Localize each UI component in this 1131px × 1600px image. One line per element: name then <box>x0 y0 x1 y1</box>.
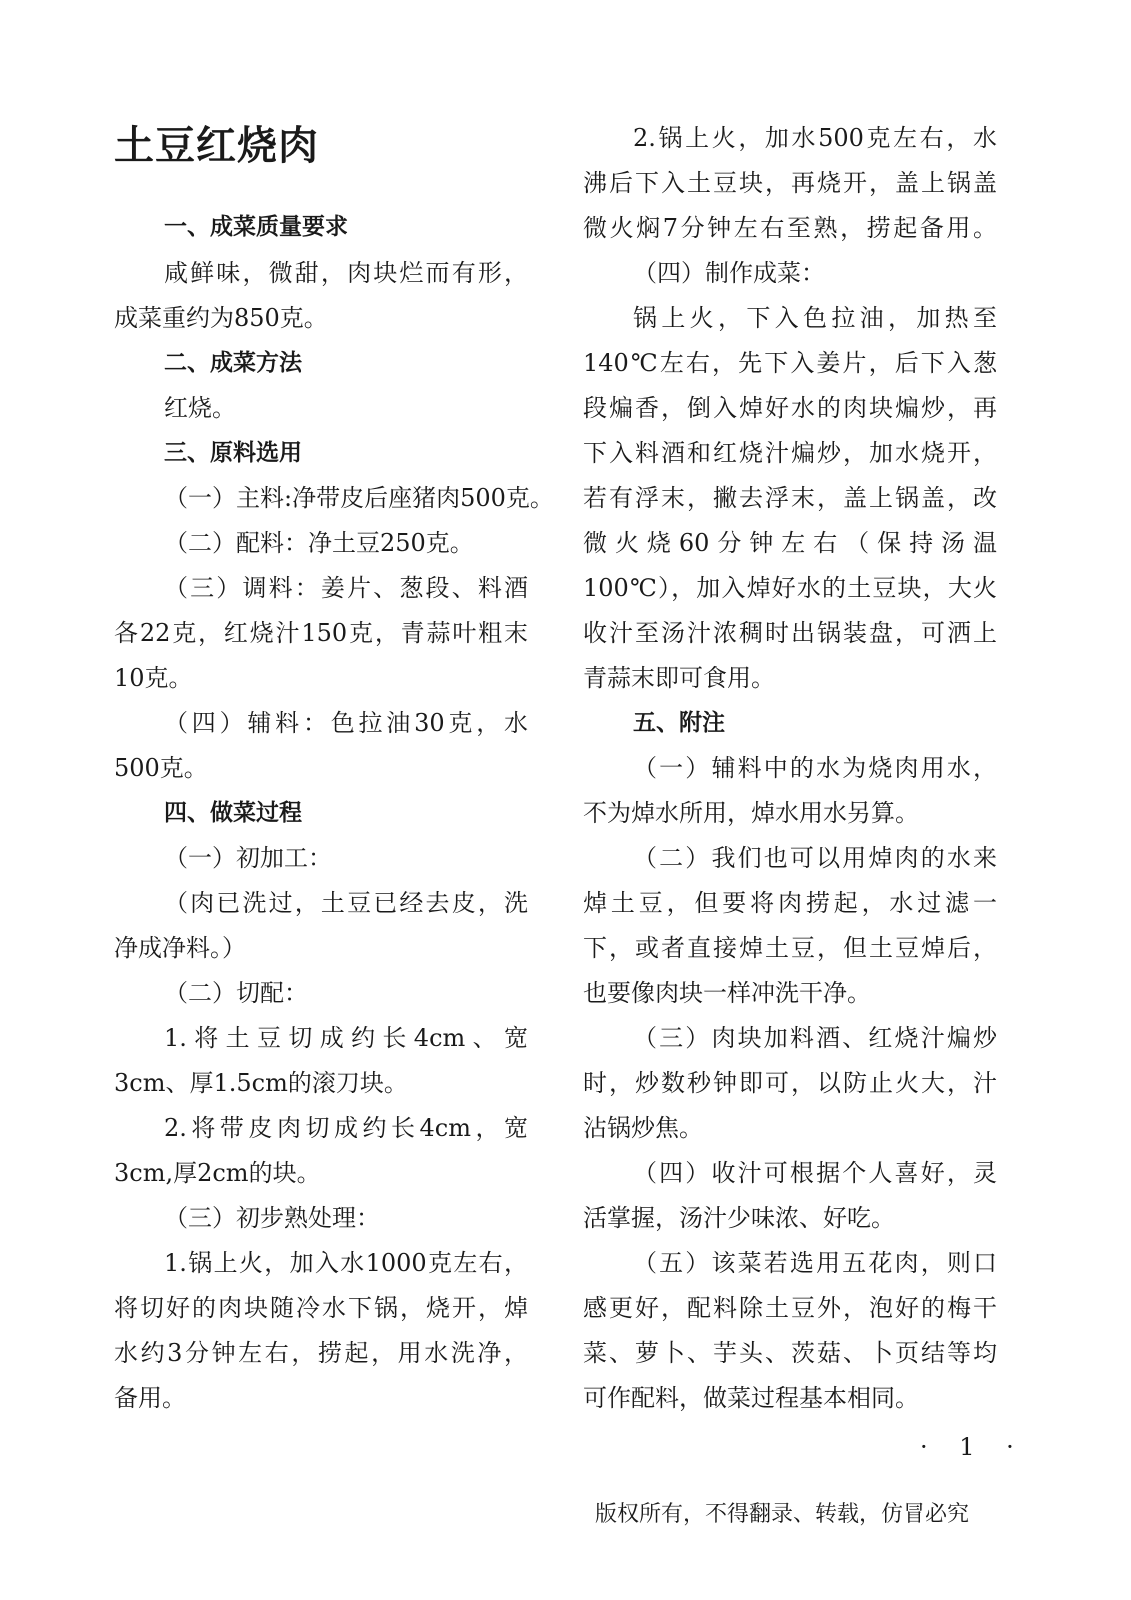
text-line: 可作配料，做菜过程基本相同。 <box>583 1384 919 1412</box>
text-line: （一）辅料中的水为烧肉用水， <box>633 754 997 782</box>
section-heading: 一、成菜质量要求 <box>164 214 348 240</box>
text-line: 备用。 <box>114 1384 186 1412</box>
text-line: （二）配料：净土豆250克。 <box>164 529 474 557</box>
text-line: 锅上火，下入色拉油，加热至 <box>633 304 997 332</box>
text-line: 3cm、厚1.5cm的滚刀块。 <box>114 1069 408 1097</box>
text-line: 1.锅上火，加入水1000克左右， <box>164 1249 528 1277</box>
text-line: 焯土豆，但要将肉捞起，水过滤一 <box>583 889 997 917</box>
text-line: 沾锅炒焦。 <box>583 1114 703 1142</box>
text-line: 菜、萝卜、芋头、茨菇、卜页结等均 <box>583 1339 997 1367</box>
text-line: 活掌握，汤汁少味浓、好吃。 <box>583 1204 895 1232</box>
text-line: 水约3分钟左右，捞起，用水洗净， <box>114 1339 528 1367</box>
text-line: （三）调料：姜片、葱段、料酒 <box>164 574 528 602</box>
text-line: 将切好的肉块随冷水下锅，烧开，焯 <box>114 1294 528 1322</box>
text-line: （四）辅料：色拉油30克，水 <box>164 709 528 737</box>
text-line: （三）初步熟处理： <box>164 1204 380 1232</box>
text-line: 10克。 <box>114 664 193 692</box>
text-line: 感更好，配料除土豆外，泡好的梅干 <box>583 1294 997 1322</box>
text-line: （二）我们也可以用焯肉的水来 <box>633 844 997 872</box>
text-line: 收汁至汤汁浓稠时出锅装盘，可洒上 <box>583 619 997 647</box>
text-line: （一）初加工： <box>164 844 332 872</box>
text-line: （三）肉块加料酒、红烧汁煸炒 <box>633 1024 997 1052</box>
text-line: 成菜重约为850克。 <box>114 304 328 332</box>
text-line: （肉已洗过，土豆已经去皮，洗 <box>164 889 528 917</box>
text-line: 500克。 <box>114 754 208 782</box>
text-line: 2.锅上火，加水500克左右，水 <box>633 124 997 152</box>
text-line: （一）主料:净带皮后座猪肉500克。 <box>164 484 554 512</box>
text-line: 微火焖7分钟左右至熟，捞起备用。 <box>583 214 997 242</box>
text-line: 不为焯水所用，焯水用水另算。 <box>583 799 919 827</box>
text-line: （四）制作成菜： <box>633 259 825 287</box>
text-line: 2.将带皮肉切成约长4cm，宽 <box>164 1114 528 1142</box>
section-heading: 四、做菜过程 <box>164 800 302 826</box>
text-line: （二）切配： <box>164 979 308 1007</box>
text-line: （五）该菜若选用五花肉，则口 <box>633 1249 997 1277</box>
text-line: （四）收汁可根据个人喜好，灵 <box>633 1159 997 1187</box>
text-line: 沸后下入土豆块，再烧开，盖上锅盖 <box>583 169 997 197</box>
section-heading: 五、附注 <box>633 710 725 736</box>
text-line: 3cm,厚2cm的块。 <box>114 1159 321 1187</box>
text-line: 咸鲜味，微甜，肉块烂而有形， <box>164 259 528 287</box>
text-line: 下入料酒和红烧汁煸炒，加水烧开， <box>583 439 997 467</box>
text-line: 青蒜末即可食用。 <box>583 664 775 692</box>
text-line: 净成净料。） <box>114 934 246 962</box>
text-line: 微火烧60分钟左右（保持汤温 <box>583 529 997 557</box>
text-line: 下，或者直接焯土豆，但土豆焯后， <box>583 934 997 962</box>
page-number: · 1 · <box>920 1433 1026 1461</box>
section-heading: 三、原料选用 <box>164 440 302 466</box>
text-line: 1.将土豆切成约长4cm、宽 <box>164 1024 528 1052</box>
copyright-footer: 版权所有，不得翻录、转载，仿冒必究 <box>595 1502 970 1527</box>
text-line: 各22克，红烧汁150克，青蒜叶粗末 <box>114 619 528 647</box>
text-line: 100℃），加入焯好水的土豆块，大火 <box>583 574 997 602</box>
section-heading: 二、成菜方法 <box>164 350 302 376</box>
page-title: 土豆红烧肉 <box>114 123 319 169</box>
text-line: 若有浮末，撇去浮末，盖上锅盖，改 <box>583 484 997 512</box>
text-line: 段煸香，倒入焯好水的肉块煸炒，再 <box>583 394 997 422</box>
text-line: 红烧。 <box>164 394 236 422</box>
text-line: 也要像肉块一样冲洗干净。 <box>583 979 871 1007</box>
text-line: 时，炒数秒钟即可，以防止火大，汁 <box>583 1069 997 1097</box>
text-line: 140℃左右，先下入姜片，后下入葱 <box>583 349 997 377</box>
